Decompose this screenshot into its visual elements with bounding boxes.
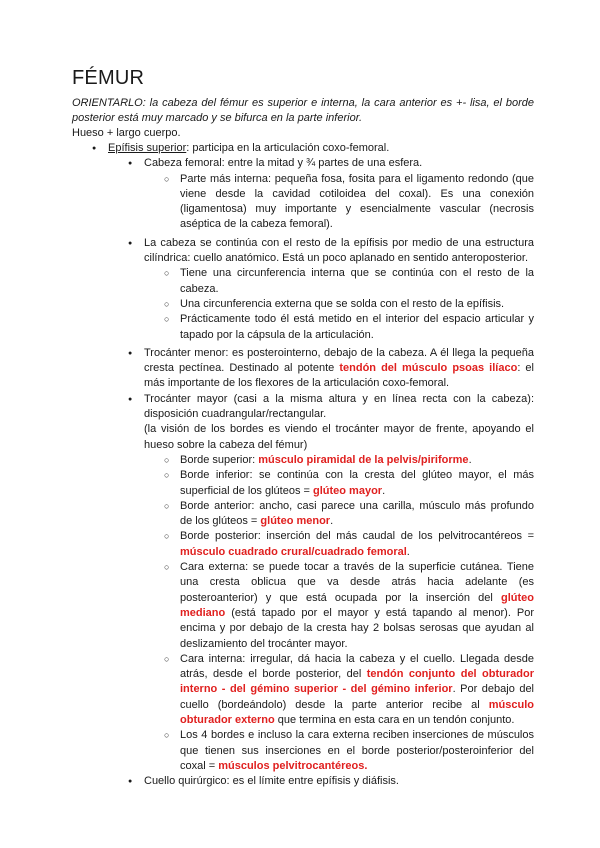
circle-bullet-icon	[164, 172, 169, 187]
list-item-epifisis	[72, 141, 534, 156]
bullet-icon	[128, 236, 132, 252]
highlight-psoas: tendón del músculo psoas ilíaco	[339, 362, 518, 375]
outline-list	[72, 141, 534, 789]
bullet-icon	[128, 392, 132, 408]
circle-bullet-icon	[164, 312, 169, 327]
bullet-icon	[128, 156, 132, 172]
circle-bullet-icon	[164, 728, 169, 743]
list-item-trocanter-menor: ● Trocánter menor: es posterointerno, debajo de la cabeza. A él llega la pequeña cresta pectínea. Destinado al potente tendón del músculo psoas ilíaco: el más importante de los flexores de la articulación coxo-femoral.	[72, 346, 534, 392]
list-item-cuello-sub2: ○ Una circunferencia externa que se solda con el resto de la epífisis.	[72, 297, 534, 312]
bullet-icon	[128, 346, 132, 362]
circle-bullet-icon	[164, 560, 169, 575]
page-title: FÉMUR	[72, 67, 145, 89]
list-item-cara-externa: ○ Cara externa: se puede tocar a través de la superficie cutánea. Tiene una cresta oblicua que va desde atrás hacia adelante (es posteroanterior) y que está ocupada por la inserción del glúteo mediano (está tapado por el mayor y está tapando al menor). Por encima y por debajo de la cresta hay 2 bolsas serosas que ayudan al deslizamiento del trocánter mayor.	[72, 560, 534, 652]
list-item-cuello-sub3: ○ Prácticamente todo él está metido en el interior del espacio articular y tapado por la cápsula de la articulación.	[72, 312, 534, 343]
cabeza-text: Cabeza femoral: entre la mitad y ¾ partes de una esfera.	[144, 157, 423, 170]
intro-text: Hueso + largo cuerpo.	[72, 127, 181, 139]
circle-bullet-icon	[164, 529, 169, 544]
circle-bullet-icon	[164, 266, 169, 281]
orientation-note: ORIENTARLO: la cabeza del fémur es superior e interna, la cara anterior es +- lisa, el borde posterior está muy marcado y se bifurca en la parte inferior.	[72, 97, 534, 124]
circle-bullet-icon	[164, 453, 169, 468]
bullet-icon	[128, 774, 132, 790]
list-item-borde-inferior: ○ Borde inferior: se continúa con la cresta del glúteo mayor, el más superficial de los glúteos = glúteo mayor.	[72, 468, 534, 499]
list-item-cuello	[72, 236, 534, 267]
document-page	[72, 66, 534, 789]
cuello-text: La cabeza se continúa con el resto de la epífisis por medio de una estructura cilíndrica: cuello anatómico. Está un poco aplanado en sentido anteroposterior.	[144, 236, 534, 265]
epifisis-label: Epífisis superior	[108, 142, 187, 154]
cabeza-sub1: Parte más interna: pequeña fosa, fosita para el ligamento redondo (que viene desde la cavidad cotiloidea del coxal). Es una conexión (ligamentosa) muy importante y esencialmente vascular (necrosis aséptica de la cabeza femoral).	[180, 172, 534, 231]
list-item-cuatro-bordes: ○ Los 4 bordes e incluso la cara externa reciben inserciones de músculos que tienen sus inserciones en el borde posterior/posteroinferior del coxal = músculos pelvitrocantéreos.	[72, 728, 534, 774]
list-item-cuello-quirurgico: ● Cuello quirúrgico: es el límite entre epífisis y diáfisis.	[72, 774, 534, 789]
list-item-borde-anterior: ○ Borde anterior: ancho, casi parece una carilla, músculo más profundo de los glúteos = glúteo menor.	[72, 499, 534, 530]
circle-bullet-icon	[164, 652, 169, 667]
circle-bullet-icon	[164, 499, 169, 514]
list-item-cara-interna: ○ Cara interna: irregular, dá hacia la cabeza y el cuello. Llegada desde atrás, desde el borde posterior, del tendón conjunto del obturador interno - del gémino superior - del gémino inferior. Por debajo del cuello (bordeándolo) desde la parte anterior recibe al músculo obturador externo que termina en esta cara en un tendón conjunto.	[72, 652, 534, 728]
list-item-borde-superior: ○ Borde superior: músculo piramidal de la pelvis/piriforme.	[72, 453, 534, 468]
bullet-icon	[92, 141, 96, 157]
epifisis-text: : participa en la articulación coxo-femoral.	[186, 142, 390, 154]
circle-bullet-icon	[164, 468, 169, 483]
list-item-cabeza-fosita	[72, 172, 534, 233]
list-item-borde-posterior: ○ Borde posterior: inserción del más caudal de los pelvitrocantéreos = músculo cuadrado crural/cuadrado femoral.	[72, 529, 534, 560]
list-item-cuello-sub1: ○ Tiene una circunferencia interna que se continúa con el resto de la cabeza.	[72, 266, 534, 297]
list-item-cabeza	[72, 156, 534, 171]
list-item-trocanter-mayor: ● Trocánter mayor (casi a la misma altura y en línea recta con la cabeza): disposición cuadrangular/rectangular. (la visión de los bordes es viendo el trocánter mayor de frente, apoyando el hueso sobre la cabeza del fémur)	[72, 392, 534, 453]
circle-bullet-icon	[164, 297, 169, 312]
